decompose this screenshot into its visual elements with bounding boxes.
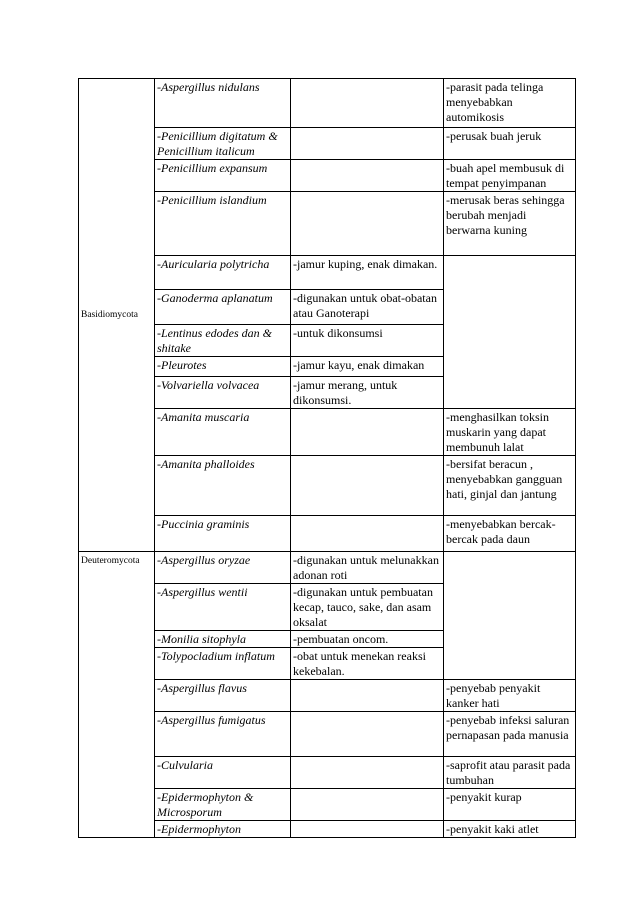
harm-cell: -parasit pada telinga menyebabkan automikosis bbox=[444, 79, 576, 128]
harm-cell bbox=[444, 552, 576, 680]
table-row bbox=[79, 79, 576, 128]
fungi-table bbox=[78, 78, 576, 838]
harm-cell: -penyakit kurap bbox=[444, 789, 576, 821]
species-cell: -Penicillium expansum bbox=[155, 160, 291, 192]
harm-cell: -menyebabkan bercak-bercak pada daun bbox=[444, 516, 576, 552]
use-cell: -digunakan untuk pembuatan kecap, tauco, sake, dan asam oksalat bbox=[291, 584, 444, 631]
species-cell: -Monilia sitophyla bbox=[155, 631, 291, 648]
species-cell: -Aspergillus fumigatus bbox=[155, 712, 291, 757]
use-cell bbox=[291, 789, 444, 821]
use-cell: -digunakan untuk obat-obatan atau Ganoterapi bbox=[291, 290, 444, 325]
use-cell bbox=[291, 456, 444, 516]
use-cell bbox=[291, 160, 444, 192]
use-cell bbox=[291, 516, 444, 552]
use-cell bbox=[291, 128, 444, 160]
species-cell: -Epidermophyton bbox=[155, 821, 291, 838]
use-cell bbox=[291, 192, 444, 256]
species-cell: -Amanita phalloides bbox=[155, 456, 291, 516]
species-cell: -Aspergillus flavus bbox=[155, 680, 291, 712]
use-cell bbox=[291, 79, 444, 128]
species-cell: -Aspergillus nidulans bbox=[155, 79, 291, 128]
species-cell: -Penicillium digitatum & Penicillium italicum bbox=[155, 128, 291, 160]
species-cell: -Penicillium islandium bbox=[155, 192, 291, 256]
harm-cell: -bersifat beracun , menyebabkan gangguan hati, ginjal dan jantung bbox=[444, 456, 576, 516]
harm-cell bbox=[444, 256, 576, 409]
species-cell: -Aspergillus wentii bbox=[155, 584, 291, 631]
use-cell: -jamur kayu, enak dimakan bbox=[291, 357, 444, 377]
use-cell: -obat untuk menekan reaksi kekebalan. bbox=[291, 648, 444, 680]
species-cell: -Tolypocladium inflatum bbox=[155, 648, 291, 680]
class-cell-basidiomycota: Basidiomycota bbox=[79, 79, 155, 552]
use-cell: -pembuatan oncom. bbox=[291, 631, 444, 648]
harm-cell: -penyebab penyakit kanker hati bbox=[444, 680, 576, 712]
species-cell: -Ganoderma aplanatum bbox=[155, 290, 291, 325]
use-cell: -digunakan untuk melunakkan adonan roti bbox=[291, 552, 444, 584]
use-cell: -jamur kuping, enak dimakan. bbox=[291, 256, 444, 290]
harm-cell: -penyebab infeksi saluran pernapasan pada manusia bbox=[444, 712, 576, 757]
harm-cell: -merusak beras sehingga berubah menjadi berwarna kuning bbox=[444, 192, 576, 256]
species-cell: -Aspergillus oryzae bbox=[155, 552, 291, 584]
use-cell: -jamur merang, untuk dikonsumsi. bbox=[291, 377, 444, 409]
species-cell: -Epidermophyton & Microsporum bbox=[155, 789, 291, 821]
species-cell: -Lentinus edodes dan & shitake bbox=[155, 325, 291, 357]
use-cell: -untuk dikonsumsi bbox=[291, 325, 444, 357]
species-cell: -Puccinia graminis bbox=[155, 516, 291, 552]
use-cell bbox=[291, 409, 444, 456]
table-row bbox=[79, 552, 576, 584]
use-cell bbox=[291, 757, 444, 789]
species-cell: -Culvularia bbox=[155, 757, 291, 789]
harm-cell: -penyakit kaki atlet bbox=[444, 821, 576, 838]
use-cell bbox=[291, 680, 444, 712]
harm-cell: -buah apel membusuk di tempat penyimpanan bbox=[444, 160, 576, 192]
species-cell: -Auricularia polytricha bbox=[155, 256, 291, 290]
class-cell-deuteromycota: Deuteromycota bbox=[79, 552, 155, 838]
harm-cell: -saprofit atau parasit pada tumbuhan bbox=[444, 757, 576, 789]
use-cell bbox=[291, 712, 444, 757]
species-cell: -Amanita muscaria bbox=[155, 409, 291, 456]
species-cell: -Pleurotes bbox=[155, 357, 291, 377]
harm-cell: -perusak buah jeruk bbox=[444, 128, 576, 160]
use-cell bbox=[291, 821, 444, 838]
species-cell: -Volvariella volvacea bbox=[155, 377, 291, 409]
harm-cell: -menghasilkan toksin muskarin yang dapat membunuh lalat bbox=[444, 409, 576, 456]
